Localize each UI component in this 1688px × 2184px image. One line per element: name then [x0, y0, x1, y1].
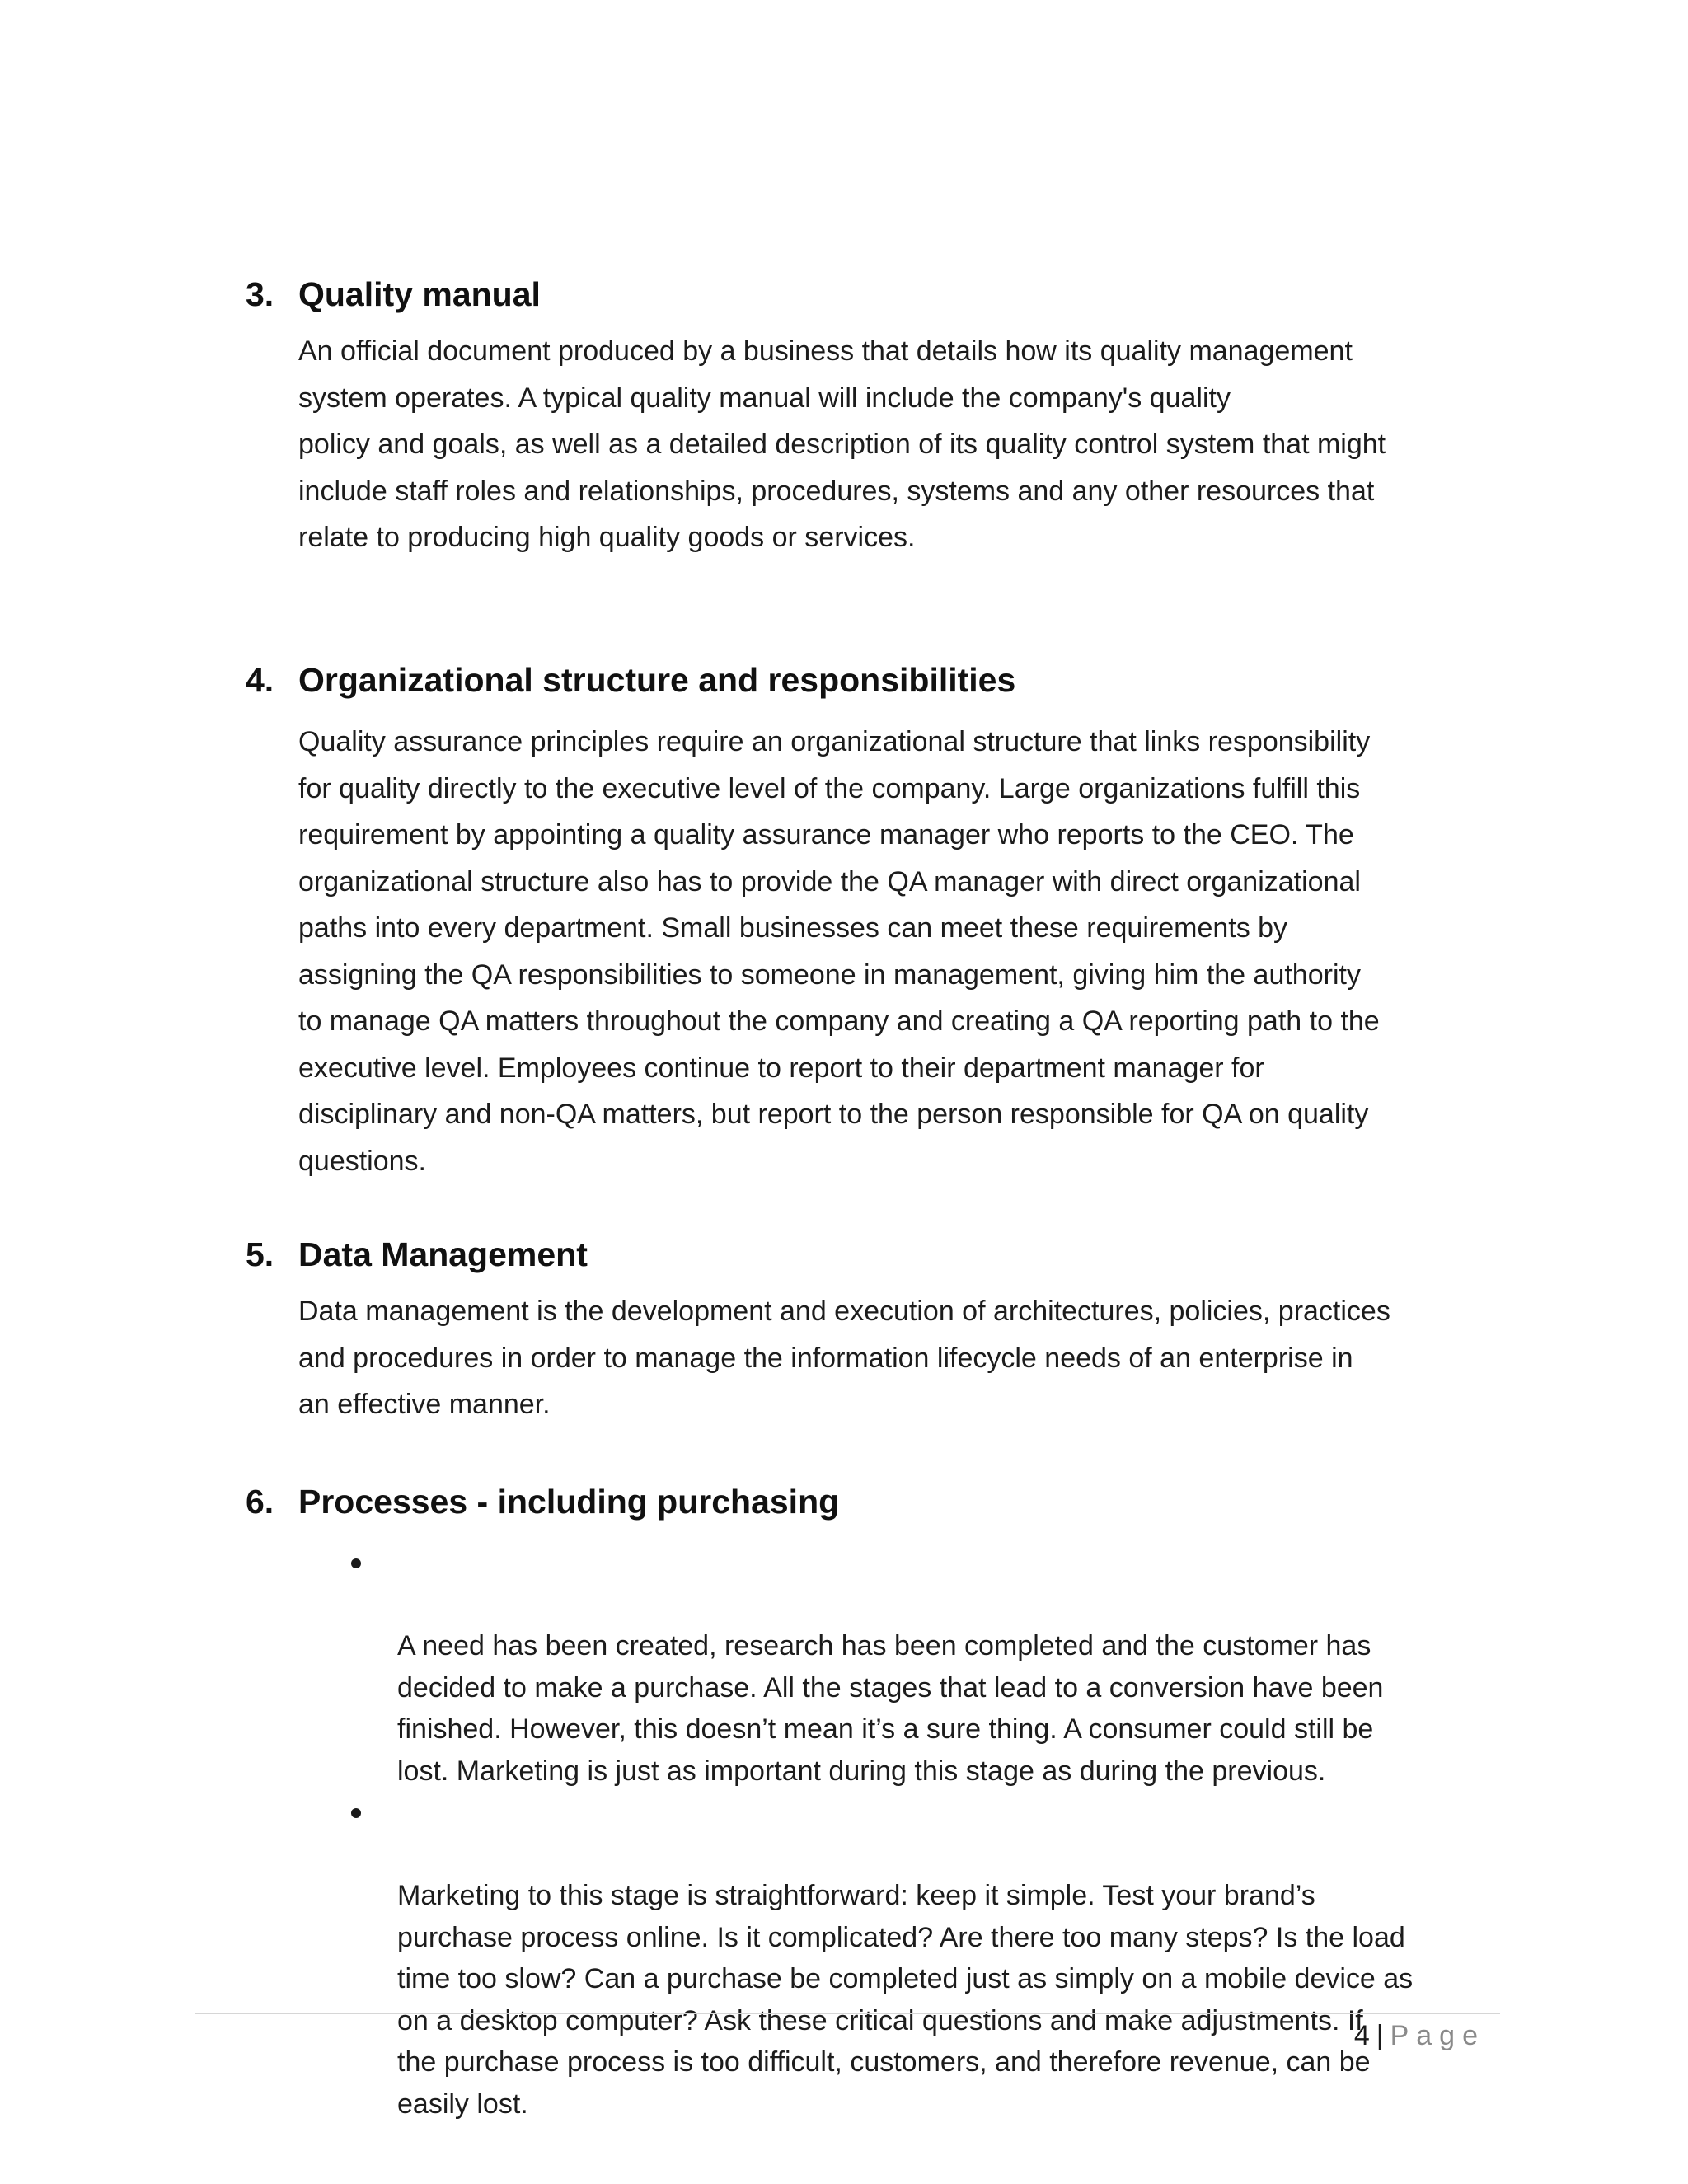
section-heading: [246, 1481, 1498, 1522]
section-heading: [246, 274, 1498, 315]
list-item: [298, 1542, 1498, 1792]
section-processes: [246, 1481, 1498, 2125]
page-label: Page: [1390, 2020, 1485, 2051]
page-number: 4: [1353, 2020, 1370, 2051]
section-number: 3.: [246, 275, 274, 313]
footer-separator: |: [1376, 2020, 1384, 2051]
section-heading: [246, 659, 1498, 701]
list-item-text: Marketing to this stage is straightforward: keep it simple. Test your brand’s purchase process online. Is it complicated? Are there too many steps? Is the load time too slow? Can a purchase be completed just as simply on a mobile device as on a desktop computer? Ask these critical questions and make adjustments. If the purchase process is too difficult, customers, and therefore revenue, can be easily lost.: [397, 1880, 1414, 2120]
section-body: Quality assurance principles require an organizational structure that links responsibility for quality directly to the executive level of the company. Large organizations fulfill this requirement by appointing a quality assurance manager who reports to the CEO. The organizational structure also has to provide the QA manager with direct organizational paths into every department. Small businesses can meet these requirements by assigning the QA responsibilities to someone in management, giving him the authority to manage QA matters throughout the company and creating a QA reporting path to the executive level. Employees continue to report to their department manager for disciplinary and non-QA matters, but report to the person responsible for QA on quality questions.: [298, 726, 1380, 1177]
section-data-management: [246, 1234, 1498, 1428]
bullet-icon: [351, 1558, 361, 1568]
section-title: Organizational structure and responsibilities: [298, 661, 1016, 699]
section-body: An official document produced by a business that details how its quality management system operates. A typical quality manual will include the company's quality policy and goals, as well as a detailed description of its quality control system that might include staff roles and relationships, procedures, systems and any other resources that relate to producing high quality goods or services.: [298, 335, 1386, 553]
section-title: Processes - including purchasing: [298, 1483, 840, 1521]
list-item: [298, 1792, 1498, 2125]
footer-divider: [195, 2013, 1500, 2014]
section-number: 5.: [246, 1235, 274, 1273]
bullet-list: [298, 1542, 1498, 2125]
page-footer: [1354, 2018, 1485, 2054]
section-quality-manual: [246, 274, 1498, 561]
section-title: Quality manual: [298, 275, 541, 313]
section-number: 6.: [246, 1483, 274, 1521]
section-title: Data Management: [298, 1235, 588, 1273]
section-organizational-structure: [246, 659, 1498, 1184]
list-item-text: A need has been created, research has been completed and the customer has decided to make a purchase. All the stages that lead to a conversion have been finished. However, this doesn’t mean it’s a sure thing. A consumer could still be lost. Marketing is just as important during this stage as during the previous.: [397, 1630, 1384, 1787]
section-body: Data management is the development and execution of architectures, policies, practices and procedures in order to manage the information lifecycle needs of an enterprise in an effective manner.: [298, 1296, 1390, 1420]
section-number: 4.: [246, 661, 274, 699]
bullet-icon: [351, 1808, 361, 1818]
section-heading: [246, 1234, 1498, 1275]
